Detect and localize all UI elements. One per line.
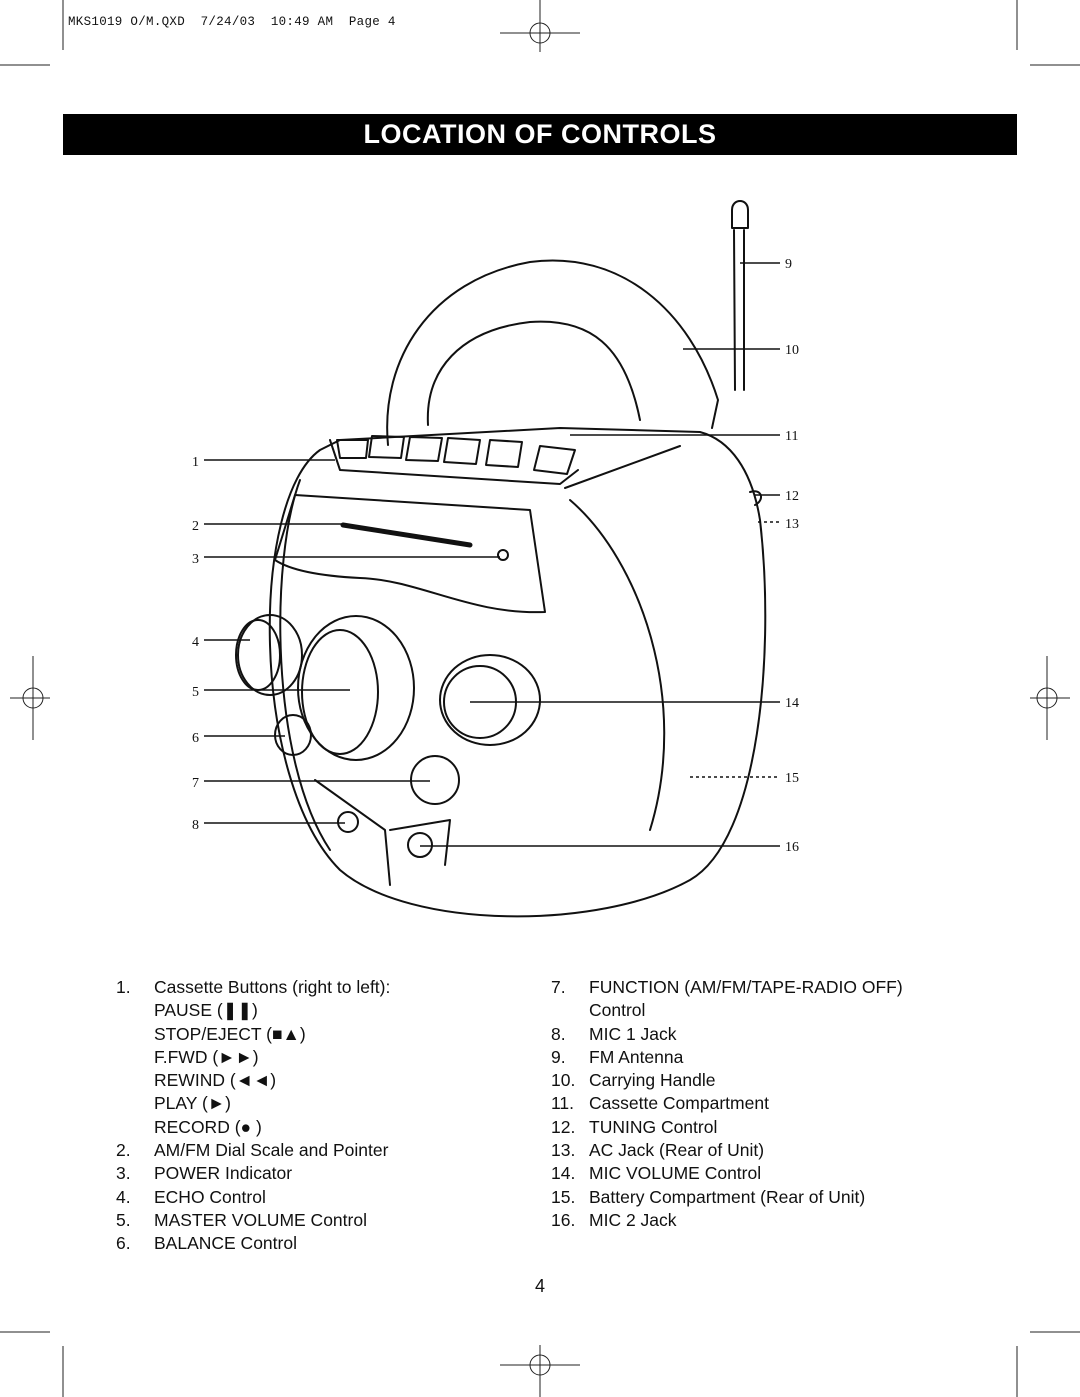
callout-4: 4 [192,635,199,650]
callout-11: 11 [785,429,799,444]
callout-6: 6 [192,731,199,746]
list-item: 3. POWER Indicator [116,1163,293,1184]
callout-7: 7 [192,776,199,791]
callout-16: 16 [785,840,799,855]
list-item: 16. MIC 2 Jack [551,1209,677,1230]
controls-list-right [551,976,903,1232]
list-item: 4. ECHO Control [116,1186,266,1207]
callout-14: 14 [785,696,799,711]
controls-list-left [116,976,390,1256]
callout-2: 2 [192,519,199,534]
list-item: 7. FUNCTION (AM/FM/TAPE-RADIO OFF) Control [551,977,903,1021]
antenna [734,230,744,390]
list-item: 13. AC Jack (Rear of Unit) [551,1140,765,1161]
callout-15: 15 [785,771,799,786]
list-item: 5. MASTER VOLUME Control [116,1209,367,1230]
list-item: 15. Battery Compartment (Rear of Unit) [551,1186,866,1207]
callout-9: 9 [785,257,792,272]
list-item: 6. BALANCE Control [116,1233,297,1254]
list-item: 12. TUNING Control [551,1116,718,1137]
handle-outer [387,260,718,445]
callout-8: 8 [192,818,199,833]
list-item: 8. MIC 1 Jack [551,1023,677,1044]
print-slug: MKS1019 O/M.QXD 7/24/03 10:49 AM Page 4 [68,15,396,29]
list-item: 11. Cassette Compartment [551,1093,769,1114]
callout-13: 13 [785,517,799,532]
body-outline [270,428,766,916]
mic-volume-knob [440,655,540,745]
list-item: 2. AM/FM Dial Scale and Pointer [116,1140,389,1161]
list-item: 14. MIC VOLUME Control [551,1163,762,1184]
list-item: 9. FM Antenna [551,1046,684,1067]
page-number: 4 [534,1276,545,1296]
callout-1: 1 [192,455,199,470]
page-title: LOCATION OF CONTROLS [63,114,1017,155]
callout-3: 3 [192,552,199,567]
function-knob [411,756,459,804]
list-item: 1. Cassette Buttons (right to left): PAUSE (❚❚) STOP/EJECT (■▲) F.FWD (►►) REWIND (◄◄) PLAY (►) RECORD (● ) [116,977,391,1137]
list-item: 10. Carrying Handle [551,1070,716,1091]
callout-5: 5 [192,685,199,700]
callout-12: 12 [785,489,799,504]
handle-inner [428,322,640,425]
callout-10: 10 [785,343,799,358]
